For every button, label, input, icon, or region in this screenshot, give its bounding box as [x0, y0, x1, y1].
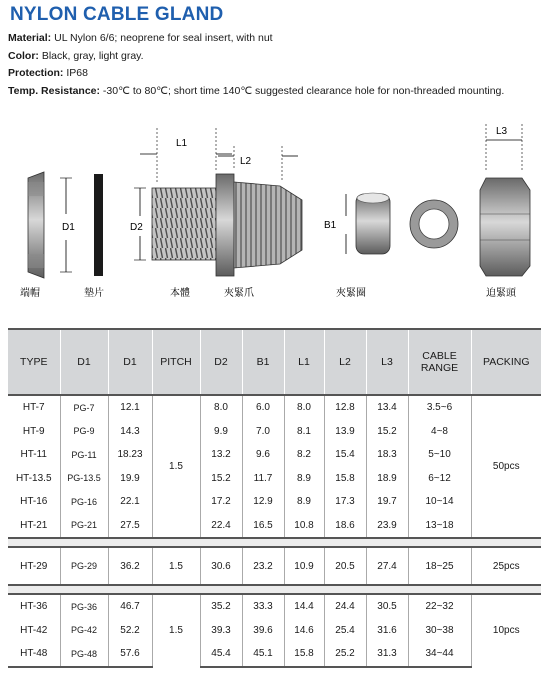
cell-l3: 18.3 — [366, 443, 408, 467]
spec-temperature: Temp. Resistance: -30℃ to 80℃; short time 140℃ suggested clearance hole for non-threaded mounting. — [8, 84, 505, 97]
cell-l3: 30.5 — [366, 594, 408, 619]
cell-l2: 25.2 — [324, 642, 366, 667]
header-d1-thread: D1 — [60, 329, 108, 395]
cell-d2: 17.2 — [200, 490, 242, 514]
cell-d2: 15.2 — [200, 467, 242, 491]
cell-range: 22~32 — [408, 594, 471, 619]
cell-type: HT-36 — [20, 601, 48, 613]
cell-d1: 19.9 — [108, 467, 152, 491]
table-row — [8, 490, 541, 514]
cell-d1: 46.7 — [108, 594, 152, 619]
cell-l3: 31.6 — [366, 619, 408, 643]
cell-l1: 8.1 — [284, 420, 324, 444]
cell-pitch: 1.5 — [152, 395, 200, 538]
cell-b1: 12.9 — [242, 490, 284, 514]
cell-thread: PG-11 — [60, 443, 108, 467]
cell-thread: PG-9 — [60, 420, 108, 444]
header-cable-range: CABLE RANGE — [408, 329, 471, 395]
b1-dimension-label: B1 — [324, 220, 337, 231]
group-divider — [8, 585, 541, 594]
cell-b1: 33.3 — [242, 594, 284, 619]
cell-type: HT-48 — [8, 642, 60, 667]
cell-thread: PG-48 — [60, 642, 108, 667]
table-row — [8, 642, 541, 667]
cell-type: HT-21 — [20, 519, 48, 531]
washer-part — [84, 174, 104, 299]
cell-thread: PG-36 — [60, 594, 108, 619]
cell-l1: 10.8 — [284, 514, 324, 539]
cell-b1: 16.5 — [242, 514, 284, 539]
cell-l3: 18.9 — [366, 467, 408, 491]
cell-l2: 24.4 — [324, 594, 366, 619]
cell-l2: 15.8 — [324, 467, 366, 491]
header-l2: L2 — [324, 329, 366, 395]
end-cap-label: 端帽 — [20, 288, 40, 299]
cell-b1: 6.0 — [242, 395, 284, 420]
cell-l1: 14.4 — [284, 594, 324, 619]
table-row — [8, 619, 541, 643]
spec-table — [8, 328, 541, 668]
cell-l2: 18.6 — [324, 514, 366, 539]
washer-label: 墊片 — [84, 288, 104, 299]
cell-type: HT-11 — [20, 449, 47, 461]
cell-d2: 8.0 — [200, 395, 242, 420]
table-row — [8, 514, 541, 539]
cell-b1: 9.6 — [242, 443, 284, 467]
cell-d2: 35.2 — [200, 594, 242, 619]
cell-l1: 10.9 — [284, 547, 324, 585]
group-one — [8, 395, 541, 547]
header-l1: L1 — [284, 329, 324, 395]
cell-b1: 45.1 — [242, 642, 284, 667]
cell-packing: 10pcs — [471, 594, 541, 667]
table-row — [8, 420, 541, 444]
gland-exploded-diagram — [0, 118, 545, 306]
cell-range: 4~8 — [408, 420, 471, 444]
cell-d2: 39.3 — [200, 619, 242, 643]
cell-thread: PG-13.5 — [60, 467, 108, 491]
cell-packing: 25pcs — [471, 547, 541, 585]
end-cap-part — [20, 172, 75, 299]
cell-range: 6~12 — [408, 467, 471, 491]
cell-l3: 23.9 — [366, 514, 408, 539]
table-row — [8, 395, 541, 420]
cell-l3: 27.4 — [366, 547, 408, 585]
cell-thread: PG-29 — [60, 547, 108, 585]
l2-dimension-label: L2 — [240, 156, 252, 167]
cell-d1: 57.6 — [108, 642, 152, 667]
cell-b1: 23.2 — [242, 547, 284, 585]
table-row — [8, 547, 541, 585]
cell-d1: 14.3 — [108, 420, 152, 444]
cell-l3: 13.4 — [366, 395, 408, 420]
spec-list — [8, 30, 543, 100]
header-b1: B1 — [242, 329, 284, 395]
cell-d2: 30.6 — [200, 547, 242, 585]
cell-d1: 22.1 — [108, 490, 152, 514]
header-packing: PACKING — [471, 329, 541, 395]
cell-d2: 22.4 — [200, 514, 242, 539]
d2-dimension-label: D2 — [130, 222, 143, 233]
seal-part — [324, 193, 458, 299]
cell-b1: 11.7 — [242, 467, 284, 491]
cell-packing: 50pcs — [471, 395, 541, 538]
cell-l2: 15.4 — [324, 443, 366, 467]
l1-dimension-label: L1 — [176, 138, 188, 149]
header-pitch: PITCH — [152, 329, 200, 395]
cell-d1: 18.23 — [108, 443, 152, 467]
cell-pitch: 1.5 — [152, 547, 200, 585]
cell-l2: 20.5 — [324, 547, 366, 585]
nut-label: 迫緊頭 — [486, 288, 516, 299]
cell-type: HT-42 — [20, 624, 48, 636]
cell-thread: PG-7 — [60, 395, 108, 420]
cell-type: HT-16 — [20, 496, 48, 508]
cell-range: 18~25 — [408, 547, 471, 585]
cell-l1: 15.8 — [284, 642, 324, 667]
group-three — [8, 594, 541, 667]
cell-l1: 14.6 — [284, 619, 324, 643]
claw-label: 夾緊爪 — [224, 288, 254, 299]
cell-thread: PG-42 — [60, 619, 108, 643]
body-part — [130, 128, 234, 299]
spec-color: Color: Black, gray, light gray. — [8, 49, 144, 62]
cell-d1: 12.1 — [108, 395, 152, 420]
cell-type: HT-7 — [22, 402, 45, 414]
cell-l1: 8.9 — [284, 467, 324, 491]
cell-l2: 13.9 — [324, 420, 366, 444]
cell-range: 13~18 — [408, 514, 471, 539]
cell-type: HT-29 — [20, 560, 48, 572]
page-title: NYLON CABLE GLAND — [10, 4, 224, 25]
cell-type: HT-13.5 — [15, 472, 52, 484]
cell-l3: 15.2 — [366, 420, 408, 444]
header-l3: L3 — [366, 329, 408, 395]
header-d2: D2 — [200, 329, 242, 395]
spec-material: Material: UL Nylon 6/6; neoprene for seal insert, with nut — [8, 32, 273, 44]
cell-b1: 7.0 — [242, 420, 284, 444]
body-label: 本體 — [170, 288, 190, 299]
cell-l1: 8.2 — [284, 443, 324, 467]
cell-thread: PG-16 — [60, 490, 108, 514]
cell-d1: 52.2 — [108, 619, 152, 643]
header-d1: D1 — [108, 329, 152, 395]
cell-range: 5~10 — [408, 443, 471, 467]
header-type: TYPE — [8, 329, 60, 395]
group-two — [8, 547, 541, 594]
table-row — [8, 594, 541, 619]
cell-d1: 27.5 — [108, 514, 152, 539]
table-row — [8, 443, 541, 467]
cell-range: 10~14 — [408, 490, 471, 514]
cell-d2: 13.2 — [200, 443, 242, 467]
nut-part — [480, 124, 530, 299]
d1-dimension-label: D1 — [62, 222, 75, 233]
cell-d2: 45.4 — [200, 642, 242, 667]
spec-protection: Protection: IP68 — [8, 67, 88, 80]
l3-dimension-label: L3 — [496, 126, 508, 137]
cell-pitch: 1.5 — [152, 594, 200, 667]
table-row — [8, 467, 541, 491]
cell-b1: 39.6 — [242, 619, 284, 643]
group-divider — [8, 538, 541, 547]
cell-thread: PG-21 — [60, 514, 108, 539]
cell-range: 34~44 — [408, 642, 471, 667]
seal-label: 夾緊圈 — [336, 288, 366, 299]
cell-type: HT-9 — [22, 425, 45, 437]
cell-l2: 12.8 — [324, 395, 366, 420]
cell-l2: 25.4 — [324, 619, 366, 643]
table-header-row — [8, 329, 541, 395]
cell-d1: 36.2 — [108, 547, 152, 585]
cell-l1: 8.0 — [284, 395, 324, 420]
cell-l3: 31.3 — [366, 642, 408, 667]
cell-l2: 17.3 — [324, 490, 366, 514]
cell-range: 3.5~6 — [408, 395, 471, 420]
cell-l1: 8.9 — [284, 490, 324, 514]
cell-range: 30~38 — [408, 619, 471, 643]
cell-l3: 19.7 — [366, 490, 408, 514]
cell-d2: 9.9 — [200, 420, 242, 444]
